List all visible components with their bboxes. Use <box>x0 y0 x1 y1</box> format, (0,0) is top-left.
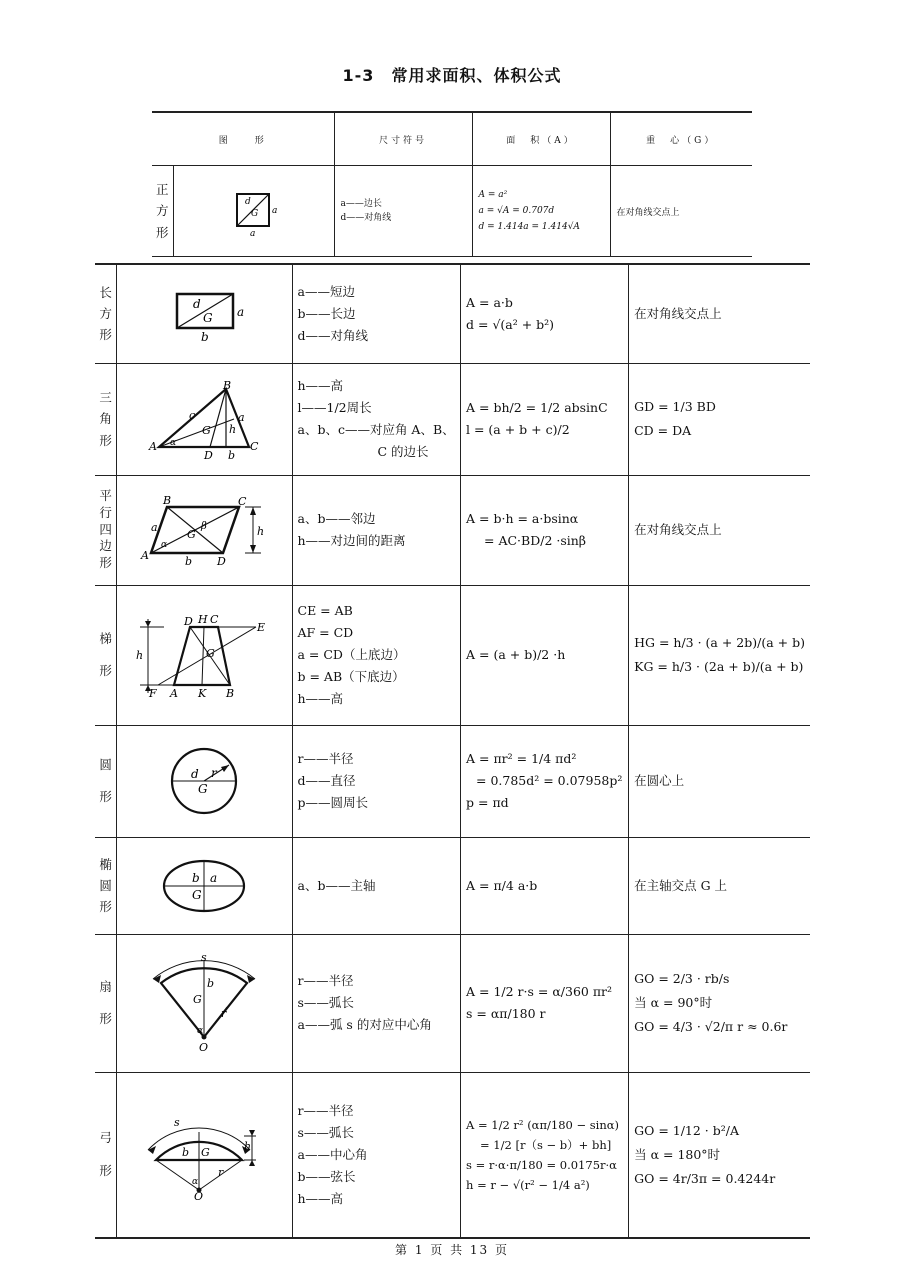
table-row-circle <box>95 725 810 837</box>
svg-text:D: D <box>204 449 214 459</box>
table-row-segment <box>95 1072 810 1238</box>
svg-text:G: G <box>203 310 213 325</box>
svg-text:F: F <box>149 687 157 697</box>
svg-text:C: C <box>250 440 259 453</box>
svg-text:h: h <box>244 1139 252 1153</box>
shape-name-triangle: 三 角 形 <box>95 363 117 475</box>
svg-text:a: a <box>249 229 255 236</box>
segment-diagram <box>134 1110 274 1200</box>
segment-symbols: r——半径 s——弧长 a——中心角 b——弦长 h——高 <box>292 1072 461 1238</box>
svg-text:b: b <box>201 329 210 344</box>
square-area: A = a² a = √A = 0.707d d = 1.414a = 1.414√A <box>472 166 610 257</box>
svg-text:G: G <box>192 887 202 902</box>
svg-text:G: G <box>193 993 203 1006</box>
shape-name-segment: 弓 形 <box>95 1072 117 1238</box>
segment-centroid: GO = 1/12 · b²/A 当 α = 180°时 GO = 4r/3π = 0.4244r <box>629 1072 810 1238</box>
svg-text:D: D <box>184 615 194 628</box>
page-footer: 第 1 页 共 13 页 <box>395 1243 509 1257</box>
svg-text:α: α <box>170 438 177 448</box>
circle-centroid: 在圆心上 <box>629 725 810 837</box>
header-centroid: 重 心（G） <box>610 112 752 166</box>
svg-text:r: r <box>211 766 218 780</box>
triangle-area: A = bh/2 = 1/2 absinC l = (a + b + c)/2 <box>461 363 629 475</box>
table-row-square <box>152 166 752 257</box>
square-figure-cell <box>173 166 334 257</box>
svg-text:β: β <box>201 521 208 532</box>
rectangle-area: A = a·b d = √(a² + b²) <box>461 264 629 363</box>
ellipse-centroid: 在主轴交点 G 上 <box>629 837 810 934</box>
table-row-rectangle <box>95 264 810 363</box>
sector-diagram <box>139 953 269 1053</box>
svg-text:b: b <box>182 1145 190 1159</box>
ellipse-figure-cell <box>117 837 292 934</box>
svg-text:a: a <box>238 411 245 424</box>
shape-name-ellipse: 椭 圆 形 <box>95 837 117 934</box>
svg-text:a: a <box>237 304 245 319</box>
square-centroid: 在对角线交点上 <box>610 166 752 257</box>
shape-name-trapezoid: 梯 形 <box>95 585 117 725</box>
circle-figure-cell <box>117 725 292 837</box>
shape-name-rectangle: 长 方 形 <box>95 264 117 363</box>
svg-text:B: B <box>226 687 235 697</box>
svg-text:r: r <box>221 1007 227 1020</box>
rectangle-figure-cell <box>117 264 292 363</box>
circle-area: A = πr² = 1/4 πd² = 0.785d² = 0.07958p² p = πd <box>461 725 629 837</box>
parallelogram-area: A = b·h = a·bsinα = AC·BD/2 ·sinβ <box>461 475 629 585</box>
segment-area: A = 1/2 r² (απ/180 − sinα) = 1/2 [r（s − b）+ bh] s = r·α·π/180 = 0.0175r·α h = r − √(r² − 1/4 a²) <box>461 1072 629 1238</box>
page-title: 1-3 常用求面积、体积公式 <box>342 66 562 85</box>
svg-text:G: G <box>202 424 212 437</box>
svg-text:C: C <box>238 495 247 508</box>
triangle-diagram <box>144 379 264 459</box>
circle-diagram <box>159 741 249 821</box>
svg-text:D: D <box>217 555 227 567</box>
square-diagram <box>219 186 289 236</box>
segment-figure-cell <box>117 1072 292 1238</box>
svg-text:G: G <box>187 528 197 541</box>
sector-area: A = 1/2 r·s = α/360 πr² s = απ/180 r <box>461 934 629 1072</box>
trapezoid-centroid: HG = h/3 · (a + 2b)/(a + b) KG = h/3 · (2a + b)/(a + b) <box>629 585 810 725</box>
sector-centroid: GO = 2/3 · rb/s 当 α = 90°时 GO = 4/3 · √2/π r ≈ 0.6r <box>629 934 810 1072</box>
header-shape: 图 形 <box>152 112 334 166</box>
svg-text:G: G <box>250 209 258 219</box>
table-row-sector <box>95 934 810 1072</box>
svg-text:b: b <box>228 449 236 459</box>
svg-text:α: α <box>161 540 168 550</box>
trapezoid-diagram <box>134 613 274 697</box>
header-symbols: 尺寸符号 <box>334 112 472 166</box>
svg-text:b: b <box>192 870 201 885</box>
parallelogram-figure-cell <box>117 475 292 585</box>
shape-name-sector: 扇 形 <box>95 934 117 1072</box>
rectangle-centroid: 在对角线交点上 <box>629 264 810 363</box>
svg-text:K: K <box>198 687 207 697</box>
svg-text:A: A <box>141 549 150 562</box>
svg-text:s: s <box>174 1115 180 1129</box>
svg-text:B: B <box>163 494 172 507</box>
rectangle-diagram <box>149 284 259 344</box>
svg-text:A: A <box>149 440 158 453</box>
square-symbols: a——边长 d——对角线 <box>334 166 472 257</box>
svg-text:r: r <box>218 1165 224 1179</box>
svg-text:O: O <box>199 1041 209 1053</box>
svg-text:C: C <box>210 613 219 626</box>
svg-text:B: B <box>223 379 232 392</box>
svg-text:A: A <box>170 687 179 697</box>
sector-figure-cell <box>117 934 292 1072</box>
formula-table-main <box>95 263 810 1239</box>
svg-text:h: h <box>229 423 237 436</box>
svg-text:α: α <box>192 1176 199 1187</box>
svg-text:h: h <box>257 525 265 538</box>
svg-text:h: h <box>136 649 144 662</box>
sector-symbols: r——半径 s——弧长 a——弧 s 的对应中心角 <box>292 934 461 1072</box>
svg-text:H: H <box>198 613 208 626</box>
table-row-ellipse <box>95 837 810 934</box>
svg-text:a: a <box>151 521 158 534</box>
formula-table-top <box>152 111 752 257</box>
svg-text:d: d <box>193 296 202 311</box>
svg-text:d: d <box>244 197 251 207</box>
triangle-figure-cell <box>117 363 292 475</box>
svg-text:b: b <box>207 977 215 990</box>
header-area: 面 积（A） <box>472 112 610 166</box>
svg-text:b: b <box>185 555 193 567</box>
svg-text:a: a <box>210 870 218 885</box>
trapezoid-area: A = (a + b)/2 ·h <box>461 585 629 725</box>
table-row-trapezoid <box>95 585 810 725</box>
trapezoid-symbols: CE = AB AF = CD a = CD（上底边） b = AB（下底边） h——高 <box>292 585 461 725</box>
parallelogram-symbols: a、b——邻边 h——对边间的距离 <box>292 475 461 585</box>
parallelogram-centroid: 在对角线交点上 <box>629 475 810 585</box>
svg-text:O: O <box>194 1189 204 1200</box>
shape-name-parallelogram: 平 行 四 边 形 <box>95 475 117 585</box>
svg-text:a: a <box>271 206 277 216</box>
shape-name-square: 正 方 形 <box>152 166 173 257</box>
ellipse-area: A = π/4 a·b <box>461 837 629 934</box>
rectangle-symbols: a——短边 b——长边 d——对角线 <box>292 264 461 363</box>
ellipse-diagram <box>154 854 254 918</box>
triangle-symbols: h——高 l——1/2周长 a、b、c——对应角 A、B、 C 的边长 <box>292 363 461 475</box>
svg-text:s: s <box>201 953 207 964</box>
table-row-triangle <box>95 363 810 475</box>
svg-text:c: c <box>189 409 196 422</box>
triangle-centroid: GD = 1/3 BD CD = DA <box>629 363 810 475</box>
svg-text:G: G <box>201 1145 211 1159</box>
table-row-parallelogram <box>95 475 810 585</box>
ellipse-symbols: a、b——主轴 <box>292 837 461 934</box>
circle-symbols: r——半径 d——直径 p——圆周长 <box>292 725 461 837</box>
parallelogram-diagram <box>139 493 269 567</box>
svg-text:G: G <box>198 782 208 796</box>
svg-text:G: G <box>206 647 216 660</box>
trapezoid-figure-cell <box>117 585 292 725</box>
svg-text:α: α <box>197 1026 204 1036</box>
svg-text:E: E <box>257 621 266 634</box>
shape-name-circle: 圆 形 <box>95 725 117 837</box>
svg-text:d: d <box>191 767 200 781</box>
